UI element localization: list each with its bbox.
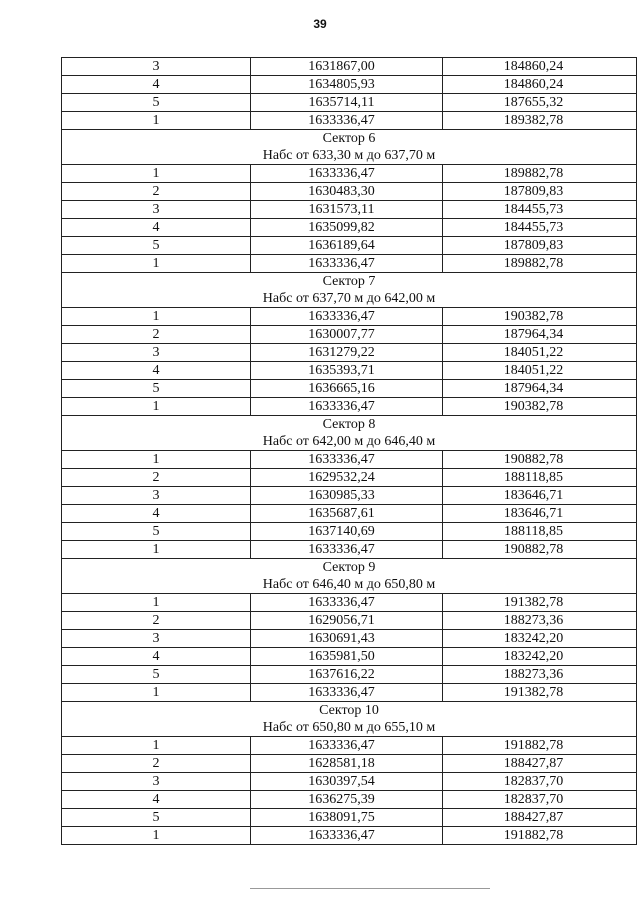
x-coordinate-cell: 1630483,30 bbox=[251, 183, 443, 201]
sector-height-range-row bbox=[62, 433, 637, 451]
y-coordinate-cell: 189882,78 bbox=[443, 165, 637, 183]
table-row bbox=[62, 255, 637, 273]
x-coordinate-cell: 1635099,82 bbox=[251, 219, 443, 237]
x-coordinate-cell: 1638091,75 bbox=[251, 809, 443, 827]
table-row bbox=[62, 112, 637, 130]
x-coordinate-cell: 1633336,47 bbox=[251, 541, 443, 559]
y-coordinate-cell: 188118,85 bbox=[443, 469, 637, 487]
point-number-cell: 2 bbox=[62, 469, 251, 487]
y-coordinate-cell: 189882,78 bbox=[443, 255, 637, 273]
y-coordinate-cell: 190382,78 bbox=[443, 398, 637, 416]
y-coordinate-cell: 184051,22 bbox=[443, 362, 637, 380]
table-row bbox=[62, 809, 637, 827]
table-row bbox=[62, 344, 637, 362]
x-coordinate-cell: 1636189,64 bbox=[251, 237, 443, 255]
page-number: 39 bbox=[313, 17, 327, 31]
table-row bbox=[62, 612, 637, 630]
y-coordinate-cell: 188118,85 bbox=[443, 523, 637, 541]
table-row bbox=[62, 165, 637, 183]
point-number-cell: 3 bbox=[62, 773, 251, 791]
point-number-cell: 4 bbox=[62, 362, 251, 380]
y-coordinate-cell: 183646,71 bbox=[443, 487, 637, 505]
x-coordinate-cell: 1635393,71 bbox=[251, 362, 443, 380]
table-row bbox=[62, 451, 637, 469]
x-coordinate-cell: 1637616,22 bbox=[251, 666, 443, 684]
y-coordinate-cell: 183242,20 bbox=[443, 630, 637, 648]
point-number-cell: 2 bbox=[62, 612, 251, 630]
point-number-cell: 5 bbox=[62, 809, 251, 827]
x-coordinate-cell: 1633336,47 bbox=[251, 594, 443, 612]
point-number-cell: 2 bbox=[62, 183, 251, 201]
point-number-cell: 5 bbox=[62, 666, 251, 684]
y-coordinate-cell: 187964,34 bbox=[443, 326, 637, 344]
point-number-cell: 1 bbox=[62, 594, 251, 612]
point-number-cell: 1 bbox=[62, 451, 251, 469]
point-number-cell: 5 bbox=[62, 380, 251, 398]
table-row bbox=[62, 523, 637, 541]
y-coordinate-cell: 182837,70 bbox=[443, 791, 637, 809]
point-number-cell: 3 bbox=[62, 630, 251, 648]
x-coordinate-cell: 1628581,18 bbox=[251, 755, 443, 773]
point-number-cell: 3 bbox=[62, 58, 251, 76]
x-coordinate-cell: 1631867,00 bbox=[251, 58, 443, 76]
sector-title-row bbox=[62, 273, 637, 291]
point-number-cell: 2 bbox=[62, 326, 251, 344]
y-coordinate-cell: 191882,78 bbox=[443, 827, 637, 845]
y-coordinate-cell: 187655,32 bbox=[443, 94, 637, 112]
x-coordinate-cell: 1635981,50 bbox=[251, 648, 443, 666]
table-row bbox=[62, 648, 637, 666]
point-number-cell: 1 bbox=[62, 165, 251, 183]
y-coordinate-cell: 183242,20 bbox=[443, 648, 637, 666]
y-coordinate-cell: 187809,83 bbox=[443, 237, 637, 255]
table-row bbox=[62, 827, 637, 845]
point-number-cell: 4 bbox=[62, 648, 251, 666]
x-coordinate-cell: 1630985,33 bbox=[251, 487, 443, 505]
sector-title: Сектор 10 bbox=[62, 702, 637, 720]
x-coordinate-cell: 1630397,54 bbox=[251, 773, 443, 791]
x-coordinate-cell: 1633336,47 bbox=[251, 165, 443, 183]
coordinates-table bbox=[61, 57, 637, 845]
x-coordinate-cell: 1637140,69 bbox=[251, 523, 443, 541]
y-coordinate-cell: 190882,78 bbox=[443, 451, 637, 469]
table-row bbox=[62, 469, 637, 487]
sector-title: Сектор 9 bbox=[62, 559, 637, 577]
y-coordinate-cell: 184455,73 bbox=[443, 201, 637, 219]
table-row bbox=[62, 791, 637, 809]
x-coordinate-cell: 1633336,47 bbox=[251, 308, 443, 326]
coordinates-table-body bbox=[62, 58, 637, 845]
x-coordinate-cell: 1633336,47 bbox=[251, 737, 443, 755]
sector-height-range-row bbox=[62, 719, 637, 737]
sector-height-range: Набс от 646,40 м до 650,80 м bbox=[62, 576, 637, 594]
point-number-cell: 1 bbox=[62, 541, 251, 559]
x-coordinate-cell: 1631279,22 bbox=[251, 344, 443, 362]
y-coordinate-cell: 182837,70 bbox=[443, 773, 637, 791]
table-row bbox=[62, 326, 637, 344]
y-coordinate-cell: 188273,36 bbox=[443, 612, 637, 630]
x-coordinate-cell: 1635714,11 bbox=[251, 94, 443, 112]
point-number-cell: 5 bbox=[62, 523, 251, 541]
table-row bbox=[62, 201, 637, 219]
point-number-cell: 1 bbox=[62, 308, 251, 326]
point-number-cell: 1 bbox=[62, 827, 251, 845]
sector-title-row bbox=[62, 416, 637, 434]
y-coordinate-cell: 184051,22 bbox=[443, 344, 637, 362]
y-coordinate-cell: 187809,83 bbox=[443, 183, 637, 201]
sector-height-range: Набс от 633,30 м до 637,70 м bbox=[62, 147, 637, 165]
sector-title: Сектор 8 bbox=[62, 416, 637, 434]
sector-title-row bbox=[62, 559, 637, 577]
table-row bbox=[62, 594, 637, 612]
point-number-cell: 3 bbox=[62, 487, 251, 505]
x-coordinate-cell: 1635687,61 bbox=[251, 505, 443, 523]
x-coordinate-cell: 1631573,11 bbox=[251, 201, 443, 219]
sector-title: Сектор 6 bbox=[62, 130, 637, 148]
y-coordinate-cell: 187964,34 bbox=[443, 380, 637, 398]
table-row bbox=[62, 380, 637, 398]
sector-height-range-row bbox=[62, 147, 637, 165]
table-row bbox=[62, 755, 637, 773]
table-row bbox=[62, 630, 637, 648]
sector-height-range: Набс от 650,80 м до 655,10 м bbox=[62, 719, 637, 737]
table-row bbox=[62, 58, 637, 76]
y-coordinate-cell: 191382,78 bbox=[443, 594, 637, 612]
point-number-cell: 4 bbox=[62, 219, 251, 237]
point-number-cell: 4 bbox=[62, 505, 251, 523]
point-number-cell: 5 bbox=[62, 237, 251, 255]
y-coordinate-cell: 184860,24 bbox=[443, 76, 637, 94]
x-coordinate-cell: 1629056,71 bbox=[251, 612, 443, 630]
table-row bbox=[62, 684, 637, 702]
x-coordinate-cell: 1633336,47 bbox=[251, 827, 443, 845]
y-coordinate-cell: 191382,78 bbox=[443, 684, 637, 702]
x-coordinate-cell: 1633336,47 bbox=[251, 255, 443, 273]
table-row bbox=[62, 362, 637, 380]
y-coordinate-cell: 188427,87 bbox=[443, 755, 637, 773]
table-row bbox=[62, 308, 637, 326]
x-coordinate-cell: 1630691,43 bbox=[251, 630, 443, 648]
x-coordinate-cell: 1629532,24 bbox=[251, 469, 443, 487]
sector-height-range-row bbox=[62, 290, 637, 308]
y-coordinate-cell: 188273,36 bbox=[443, 666, 637, 684]
sector-height-range: Набс от 637,70 м до 642,00 м bbox=[62, 290, 637, 308]
table-row bbox=[62, 76, 637, 94]
x-coordinate-cell: 1633336,47 bbox=[251, 398, 443, 416]
sector-height-range-row bbox=[62, 576, 637, 594]
table-row bbox=[62, 505, 637, 523]
x-coordinate-cell: 1633336,47 bbox=[251, 451, 443, 469]
sector-title-row bbox=[62, 130, 637, 148]
y-coordinate-cell: 190382,78 bbox=[443, 308, 637, 326]
sector-title-row bbox=[62, 702, 637, 720]
table-row bbox=[62, 487, 637, 505]
point-number-cell: 3 bbox=[62, 201, 251, 219]
point-number-cell: 4 bbox=[62, 76, 251, 94]
x-coordinate-cell: 1633336,47 bbox=[251, 684, 443, 702]
table-row bbox=[62, 183, 637, 201]
x-coordinate-cell: 1633336,47 bbox=[251, 112, 443, 130]
point-number-cell: 1 bbox=[62, 737, 251, 755]
point-number-cell: 5 bbox=[62, 94, 251, 112]
y-coordinate-cell: 190882,78 bbox=[443, 541, 637, 559]
sector-title: Сектор 7 bbox=[62, 273, 637, 291]
y-coordinate-cell: 191882,78 bbox=[443, 737, 637, 755]
x-coordinate-cell: 1634805,93 bbox=[251, 76, 443, 94]
x-coordinate-cell: 1630007,77 bbox=[251, 326, 443, 344]
x-coordinate-cell: 1636275,39 bbox=[251, 791, 443, 809]
point-number-cell: 1 bbox=[62, 112, 251, 130]
table-row bbox=[62, 219, 637, 237]
table-row bbox=[62, 773, 637, 791]
point-number-cell: 3 bbox=[62, 344, 251, 362]
point-number-cell: 1 bbox=[62, 398, 251, 416]
point-number-cell: 2 bbox=[62, 755, 251, 773]
table-row bbox=[62, 94, 637, 112]
x-coordinate-cell: 1636665,16 bbox=[251, 380, 443, 398]
table-row bbox=[62, 737, 637, 755]
point-number-cell: 4 bbox=[62, 791, 251, 809]
y-coordinate-cell: 184455,73 bbox=[443, 219, 637, 237]
y-coordinate-cell: 183646,71 bbox=[443, 505, 637, 523]
page-bottom-divider bbox=[250, 888, 490, 889]
point-number-cell: 1 bbox=[62, 684, 251, 702]
y-coordinate-cell: 184860,24 bbox=[443, 58, 637, 76]
sector-height-range: Набс от 642,00 м до 646,40 м bbox=[62, 433, 637, 451]
table-row bbox=[62, 541, 637, 559]
y-coordinate-cell: 189382,78 bbox=[443, 112, 637, 130]
table-row bbox=[62, 398, 637, 416]
point-number-cell: 1 bbox=[62, 255, 251, 273]
table-row bbox=[62, 237, 637, 255]
table-row bbox=[62, 666, 637, 684]
y-coordinate-cell: 188427,87 bbox=[443, 809, 637, 827]
